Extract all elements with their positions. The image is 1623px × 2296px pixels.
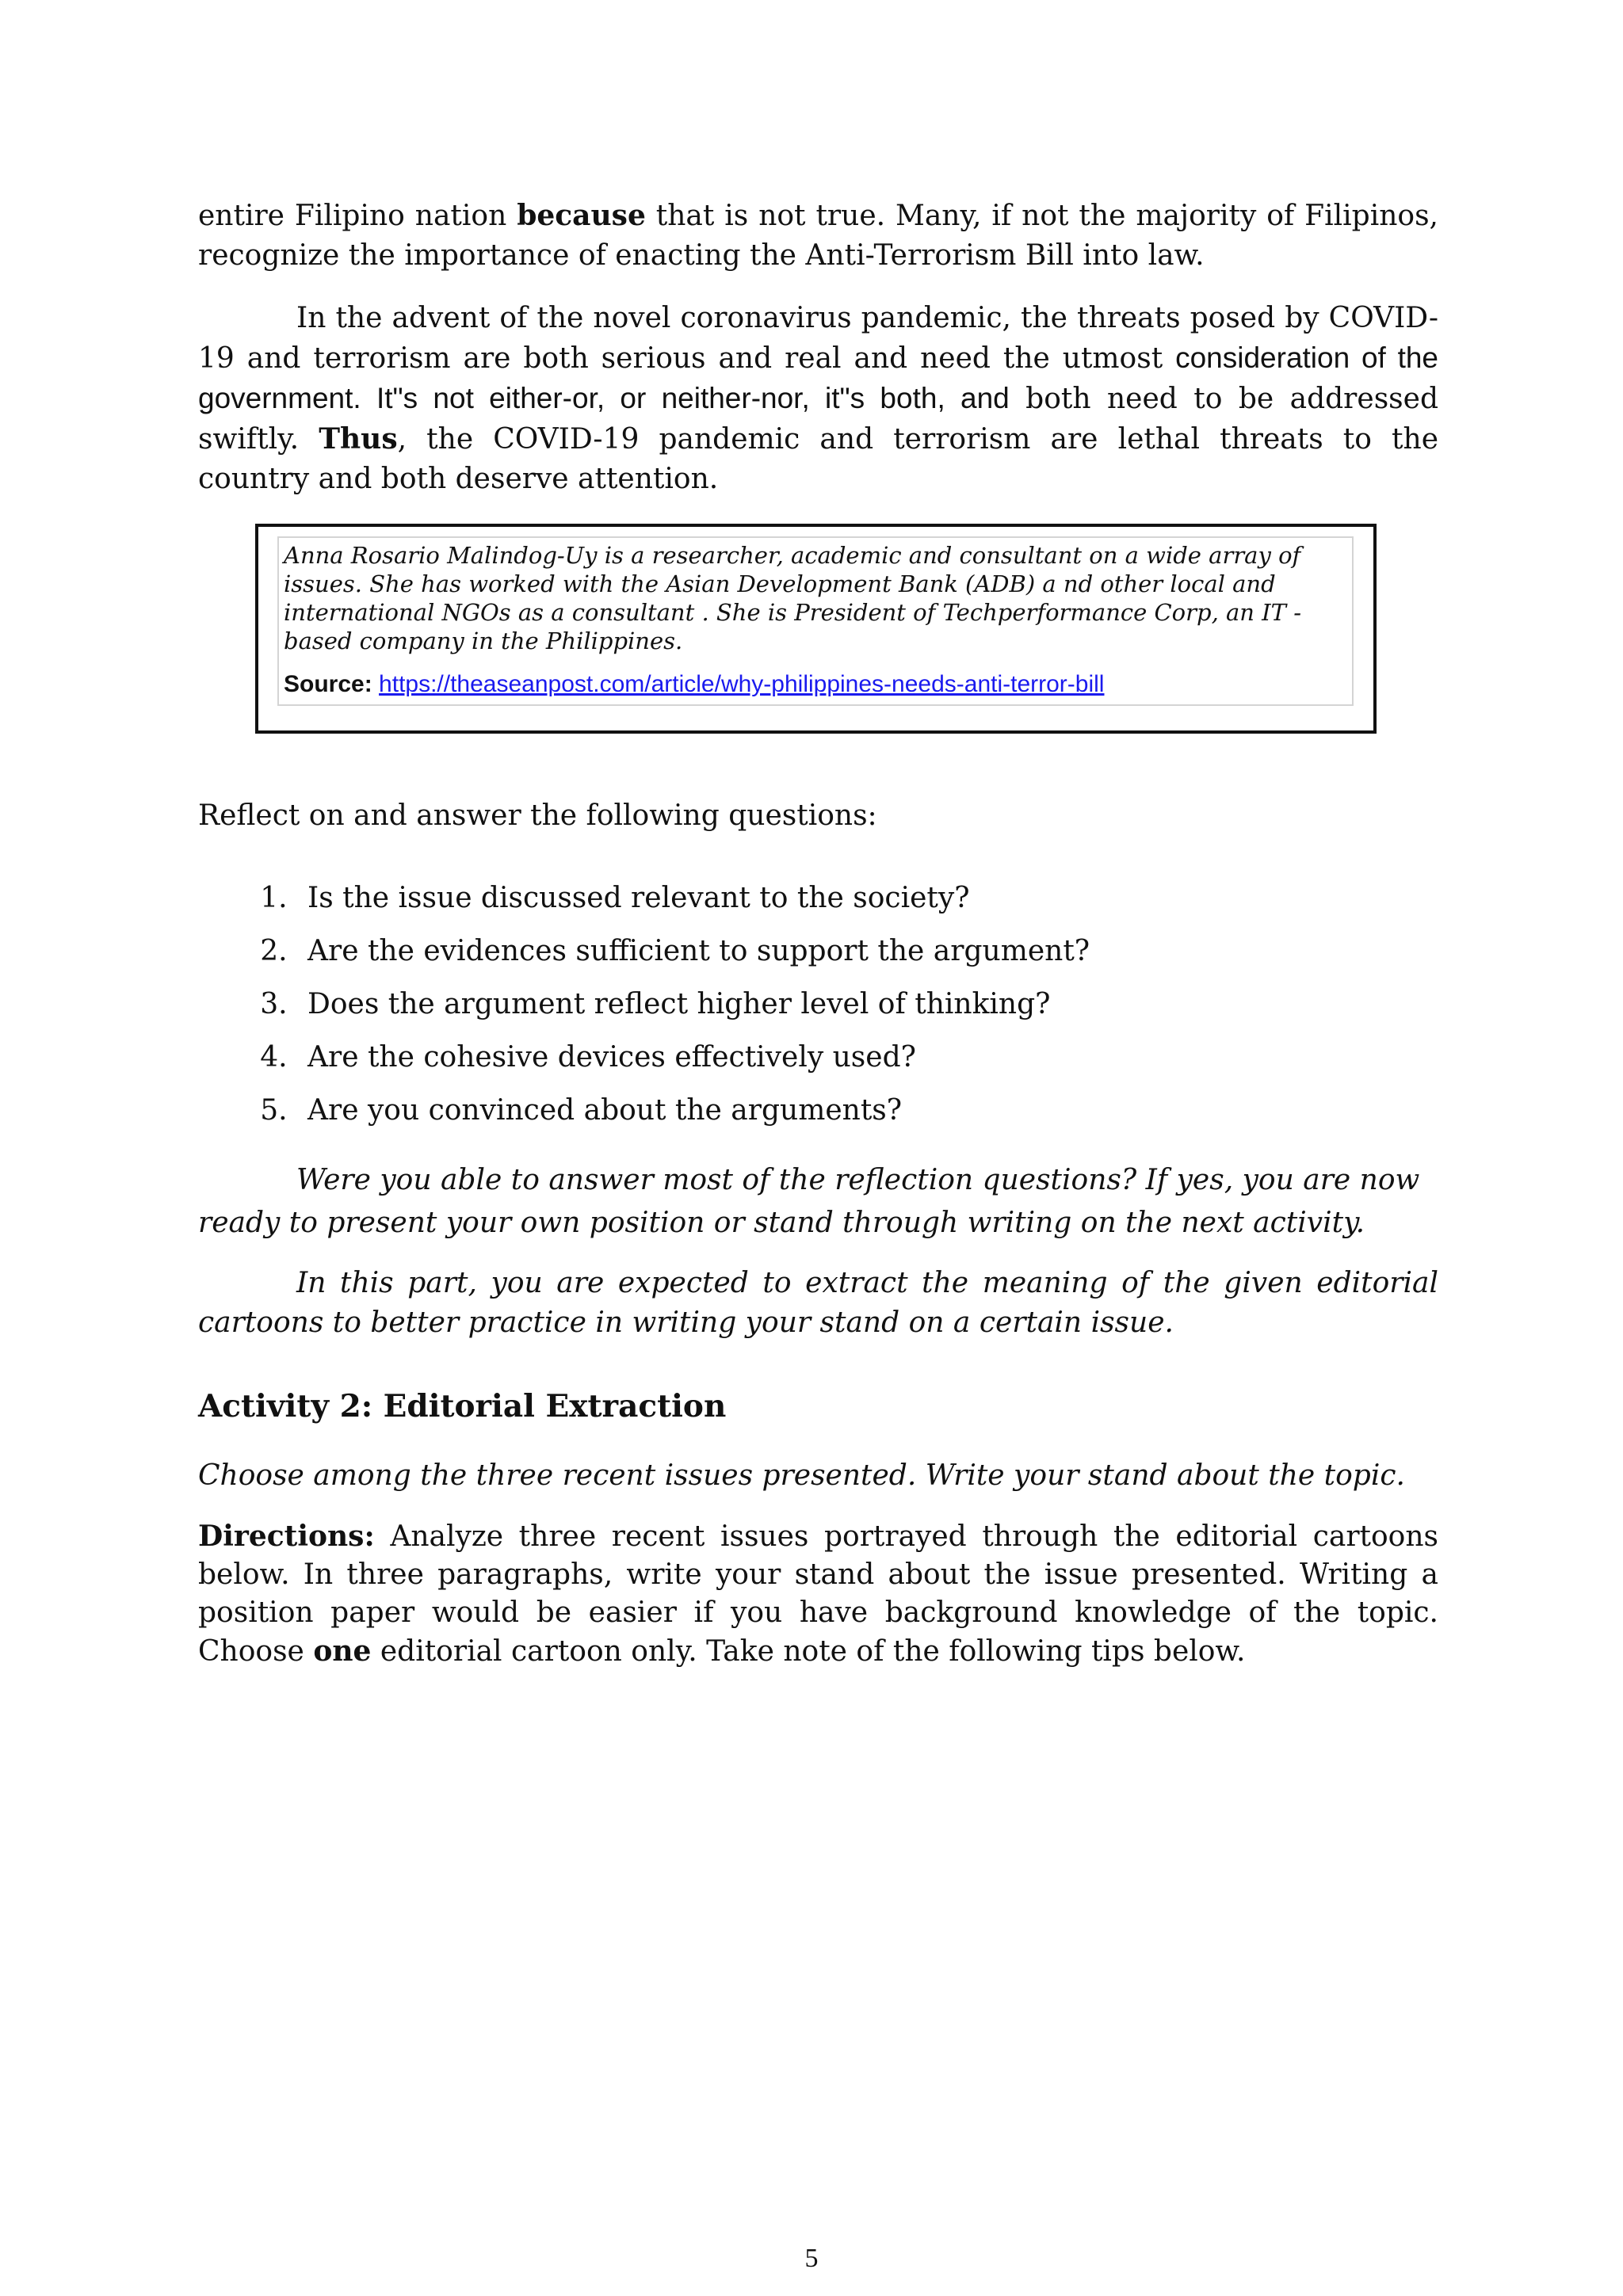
question-item: 3. Does the argument reflect higher level of thinking? (296, 978, 1090, 1031)
source-line (284, 671, 1347, 698)
question-item: 2. Are the evidences sufficient to support the argument? (296, 925, 1090, 978)
source-link[interactable]: https://theaseanpost.com/article/why-philippines-needs-anti-terror-bill (379, 671, 1105, 697)
paragraph-2 (198, 299, 1438, 499)
text: both need to be addressed swiftly. (198, 383, 1438, 456)
text: Analyze three recent issues portrayed through the editorial cartoons below. In three paragraphs, write your stand about the issue presented. Writing a position paper would be easier if you have background knowledge of the topic. Choose (198, 1520, 1438, 1668)
author-bio: Anna Rosario Malindog-Uy is a researcher, academic and consultant on a wide array of issues. She has worked with the Asian Development Bank (ADB) a nd other local and international NGOs as a consultant . She is President of Techperformance Corp, an IT -based company in the Philippines. (284, 542, 1302, 654)
text: Reflect on and answer the following questions: (198, 799, 877, 832)
bold-text: one (313, 1634, 372, 1668)
author-bio-box (255, 524, 1377, 734)
reflect-intro (198, 796, 1438, 836)
question-list (238, 871, 1090, 1137)
text: that is not true. Many, if not the majority of Filipinos, recognize the importance of enacting the Anti-Terrorism Bill into law. (198, 200, 1438, 272)
question-item: 4. Are the cohesive devices effectively used? (296, 1031, 1090, 1084)
text: Were you able to answer most of the reflection questions? If yes, you are now ready to present your own position or stand through writing on the next activity. (198, 1164, 1420, 1239)
activity-instruction (198, 1456, 1438, 1496)
text: entire Filipino nation (198, 200, 517, 232)
paragraph-1 (198, 196, 1438, 276)
question-item: 5. Are you convinced about the arguments? (296, 1084, 1090, 1137)
italic-paragraph-1 (198, 1159, 1438, 1245)
directions-paragraph (198, 1517, 1438, 1671)
source-label: Source: (284, 671, 372, 697)
question-item: 1. Is the issue discussed relevant to the society? (296, 871, 1090, 925)
bold-text: because (517, 199, 646, 232)
page-number: 5 (804, 2244, 819, 2273)
author-bio-inner (277, 536, 1354, 706)
text: In this part, you are expected to extract the meaning of the given editorial cartoons to better practice in writing your stand on a certain issue. (198, 1267, 1438, 1339)
sans-text: consideration of the government. It"s not either-or, or neither-nor, it"s both, and (198, 341, 1438, 414)
text: , the COVID-19 pandemic and terrorism are lethal threats to the country and both deserve attention. (198, 423, 1438, 495)
directions-label: Directions: (198, 1520, 375, 1553)
bold-text: Thus (319, 422, 398, 456)
activity-title: Activity 2: Editorial Extraction (198, 1388, 727, 1425)
text: Choose among the three recent issues presented. Write your stand about the topic. (198, 1459, 1405, 1492)
text: In the advent of the novel coronavirus pandemic, the threats posed by COVID-19 and terrorism are both serious and real and need the utmost (198, 302, 1438, 375)
text: editorial cartoon only. Take note of the following tips below. (371, 1635, 1246, 1668)
italic-paragraph-2 (198, 1264, 1438, 1343)
